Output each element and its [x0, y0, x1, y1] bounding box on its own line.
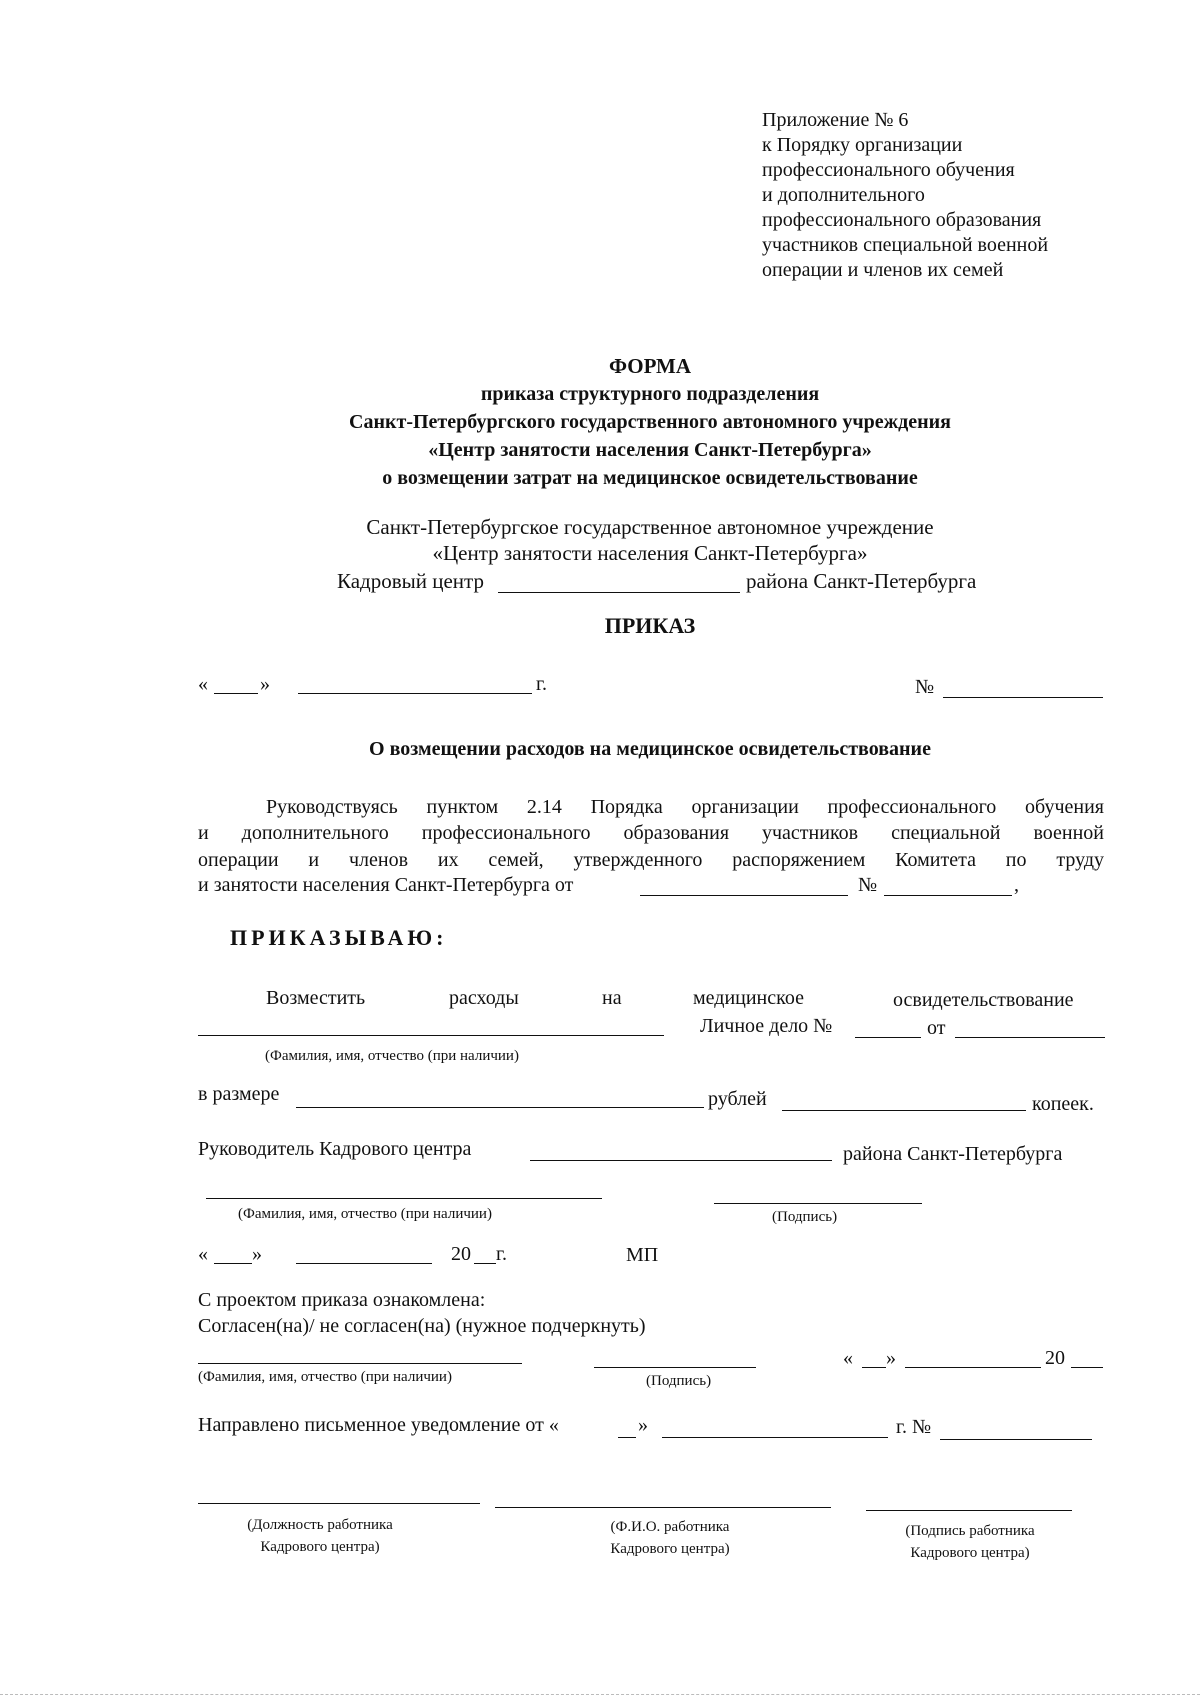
order-number-label: №	[915, 676, 935, 698]
reimburse-word-3: на	[602, 987, 622, 1009]
signature-position-blank	[198, 1503, 480, 1504]
appendix-line: операции и членов их семей	[762, 259, 1004, 281]
notice-year-suffix: г. №	[896, 1416, 932, 1438]
notice-close-quote: »	[638, 1414, 648, 1436]
institution-line-3-pre: Кадровый центр	[337, 569, 484, 593]
date-close-quote: »	[260, 673, 270, 695]
acquaint-date-close: »	[886, 1347, 896, 1369]
acquaint-fio-blank	[198, 1363, 522, 1364]
preamble-line-3: операции и членов их семей, утвержденного распоряжением Комитета по труду	[198, 849, 1104, 871]
amount-rubles-blank	[296, 1107, 704, 1108]
notice-date-blank	[662, 1437, 888, 1438]
signature-sign-caption	[870, 1520, 1070, 1564]
head-sign-blank	[714, 1203, 922, 1204]
appendix-line: к Порядку организации	[762, 134, 963, 156]
notice-day-blank	[618, 1437, 636, 1438]
appendix-block	[762, 108, 1162, 283]
amount-rubles-label: рублей	[708, 1088, 767, 1110]
preamble-number-blank	[884, 895, 1012, 896]
form-title-line: о возмещении затрат на медицинское освидетельствование	[382, 467, 918, 489]
amount-kopecks-label: копеек.	[1032, 1093, 1094, 1115]
reimburse-word-1: Возместить	[266, 987, 366, 1009]
order-word: ПРИКАЗЫВАЮ:	[230, 925, 448, 950]
acquaint-fio-caption: (Фамилия, имя, отчество (при наличии)	[198, 1369, 452, 1385]
date-month-blank	[298, 693, 532, 694]
acquaint-date-day-blank	[862, 1367, 886, 1368]
signature-position-caption	[220, 1514, 420, 1558]
preamble-number-label: №	[858, 874, 878, 896]
institution-district-blank	[498, 592, 740, 593]
caption-line: Кадрового центра)	[910, 1545, 1030, 1561]
form-title-line: ФОРМА	[608, 354, 692, 378]
reimburse-fio-caption: (Фамилия, имя, отчество (при наличии)	[265, 1048, 519, 1064]
head-sign-caption: (Подпись)	[772, 1209, 838, 1225]
preamble-line-1: Руководствуясь пунктом 2.14 Порядка организации профессионального обучения	[266, 796, 1104, 818]
head-date-year: 20	[451, 1243, 471, 1265]
head-district: района Санкт-Петербурга	[843, 1143, 1063, 1165]
signature-name-caption	[570, 1516, 770, 1560]
caption-line: Кадрового центра)	[610, 1541, 730, 1557]
head-fio-blank	[206, 1198, 602, 1199]
head-date-year-blank	[474, 1263, 496, 1264]
date-open-quote: «	[198, 673, 208, 695]
preamble-date-blank	[640, 895, 848, 896]
acquaint-date-month-blank	[905, 1367, 1041, 1368]
reimburse-word-5: освидетельствование	[893, 989, 1074, 1011]
personal-file-label: Личное дело №	[700, 1015, 833, 1037]
appendix-line: Приложение № 6	[762, 109, 909, 131]
head-date-month-blank	[296, 1263, 432, 1264]
acquaint-line-1: С проектом приказа ознакомлена:	[198, 1289, 486, 1311]
acquaint-sign-blank	[594, 1367, 756, 1368]
reimburse-word-2: расходы	[449, 987, 519, 1009]
personal-file-date-blank	[955, 1037, 1105, 1038]
head-date-year-suffix: г.	[496, 1243, 507, 1265]
date-day-blank	[214, 693, 258, 694]
form-title	[190, 352, 1110, 492]
notice-number-blank	[940, 1439, 1092, 1440]
reimburse-fio-blank	[198, 1035, 664, 1036]
appendix-line: участников специальной военной	[762, 234, 1049, 256]
notice-label: Направлено письменное уведомление от «	[198, 1414, 559, 1436]
order-number-blank	[943, 697, 1103, 698]
order-heading: ПРИКАЗ	[604, 613, 696, 638]
institution-line-3-post: района Санкт-Петербурга	[746, 569, 977, 593]
institution-line-2: «Центр занятости населения Санкт-Петербурга»	[432, 541, 868, 565]
head-date-close: »	[252, 1243, 262, 1265]
appendix-line: профессионального образования	[762, 209, 1042, 231]
amount-kopecks-blank	[782, 1110, 1026, 1111]
head-fio-caption: (Фамилия, имя, отчество (при наличии)	[238, 1206, 492, 1222]
preamble-line-4-pre: и занятости населения Санкт-Петербурга от	[198, 874, 574, 896]
institution-line-1: Санкт-Петербургское государственное автономное учреждение	[366, 515, 934, 539]
appendix-line: и дополнительного	[762, 184, 925, 206]
form-title-line: «Центр занятости населения Санкт-Петербурга»	[428, 439, 872, 461]
acquaint-sign-caption: (Подпись)	[646, 1373, 712, 1389]
appendix-line: профессионального обучения	[762, 159, 1015, 181]
acquaint-date-open: «	[843, 1347, 853, 1369]
date-year-suffix: г.	[536, 673, 547, 695]
preamble-end: ,	[1014, 874, 1019, 896]
form-title-line: приказа структурного подразделения	[480, 383, 820, 405]
caption-line: (Должность работника	[247, 1517, 393, 1533]
order-subject: О возмещении расходов на медицинское освидетельствование	[369, 738, 931, 760]
acquaint-date-year: 20	[1045, 1347, 1065, 1369]
caption-line: (Ф.И.О. работника	[610, 1519, 730, 1535]
personal-file-from: от	[927, 1017, 946, 1039]
amount-label: в размере	[198, 1083, 280, 1105]
head-label: Руководитель Кадрового центра	[198, 1138, 472, 1160]
form-title-line: Санкт-Петербургского государственного автономного учреждения	[349, 411, 951, 433]
reimburse-word-4: медицинское	[693, 987, 804, 1009]
head-name-blank	[530, 1160, 832, 1161]
stamp-label: МП	[626, 1244, 659, 1266]
caption-line: (Подпись работника	[905, 1523, 1035, 1539]
scan-edge-line	[0, 1694, 1200, 1695]
personal-file-blank	[855, 1037, 921, 1038]
acquaint-date-year-blank	[1071, 1367, 1103, 1368]
head-date-day-blank	[214, 1263, 252, 1264]
signature-name-blank	[495, 1507, 831, 1508]
preamble-line-2: и дополнительного профессионального образования участников специальной военной	[198, 822, 1104, 844]
caption-line: Кадрового центра)	[260, 1539, 380, 1555]
head-date-open: «	[198, 1243, 208, 1265]
acquaint-line-2: Согласен(на)/ не согласен(на) (нужное подчеркнуть)	[198, 1315, 646, 1337]
signature-sign-blank	[866, 1510, 1072, 1511]
